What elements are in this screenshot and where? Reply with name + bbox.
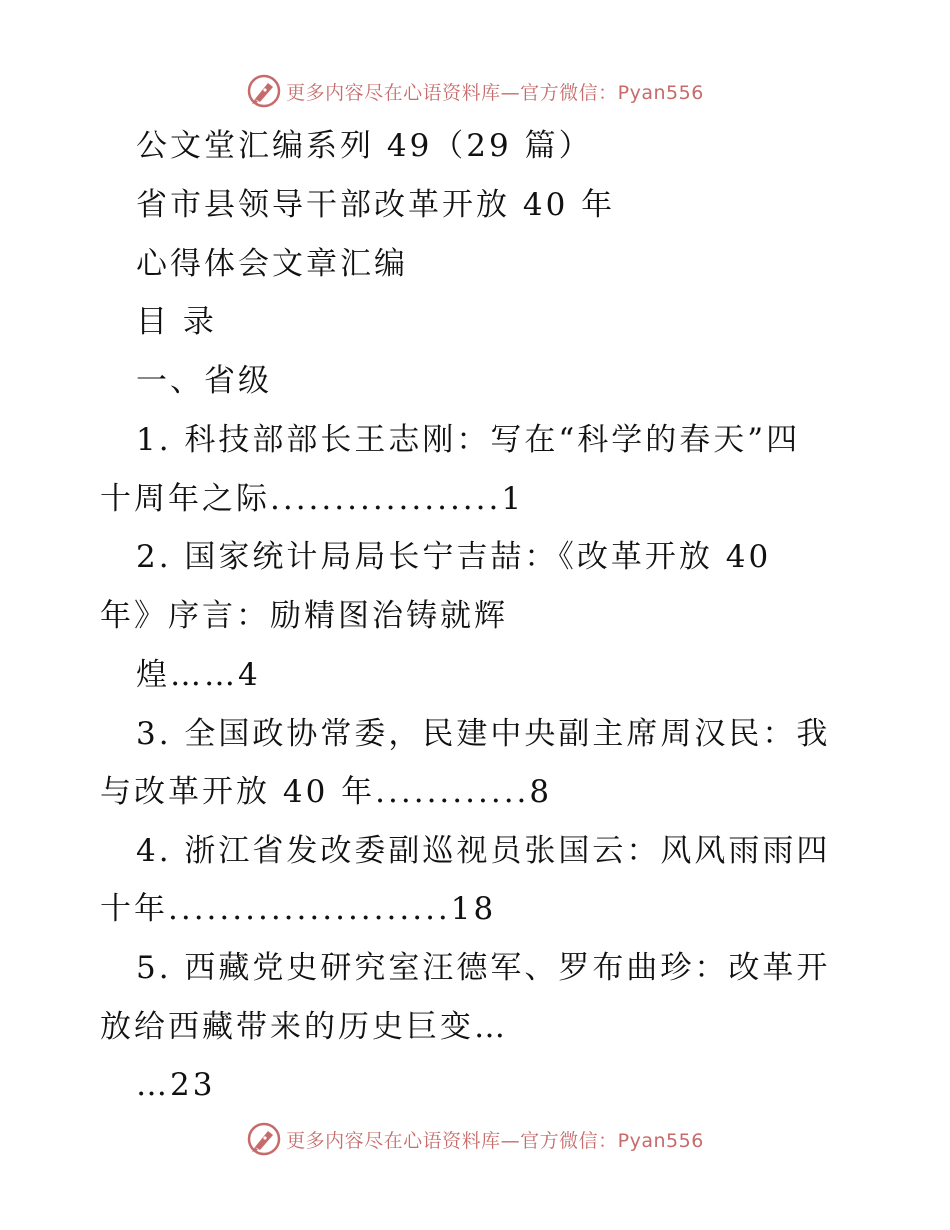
watermark-text: 更多内容尽在心语资料库—官方微信：Pyan556 [286,1129,704,1152]
toc-entry-4-line-2: 十年......................18 [100,891,497,927]
toc-entry-1-line-1: 1. 科技部部长王志刚：写在“科学的春天”四 [136,422,801,458]
pen-nib-logo-icon [246,1121,282,1157]
toc-entry-4-line-1: 4. 浙江省发改委副巡视员张国云：风风雨雨四 [136,833,831,869]
toc-entry-3-line-2: 与改革开放 40 年............8 [100,774,553,810]
toc-section-heading: 一、省级 [136,363,272,399]
document-title-line-1: 省市县领导干部改革开放 40 年 [136,187,616,223]
toc-entry-2-line-3: 煌……4 [136,657,261,693]
document-title-line-2: 心得体会文章汇编 [136,246,408,282]
toc-entry-5-line-3: …23 [136,1067,216,1103]
toc-entry-5-line-2: 放给西藏带来的历史巨变… [100,1009,508,1045]
toc-entry-2-line-1: 2. 国家统计局局长宁吉喆：《改革开放 40 [136,539,772,575]
series-title: 公文堂汇编系列 49（29 篇） [136,128,593,164]
watermark-text: 更多内容尽在心语资料库—官方微信：Pyan556 [286,81,704,104]
watermark-banner-top [0,71,950,111]
pen-nib-logo-icon [246,73,282,109]
toc-entry-1-line-2: 十周年之际..................1 [100,481,525,517]
toc-entry-2-line-2: 年》序言：励精图治铸就辉 [100,598,508,634]
toc-entry-3-line-1: 3. 全国政协常委，民建中央副主席周汉民：我 [136,716,831,752]
toc-entry-5-line-1: 5. 西藏党史研究室汪德军、罗布曲珍：改革开 [136,950,831,986]
watermark-banner-bottom [0,1119,950,1159]
toc-heading: 目 录 [136,304,217,340]
